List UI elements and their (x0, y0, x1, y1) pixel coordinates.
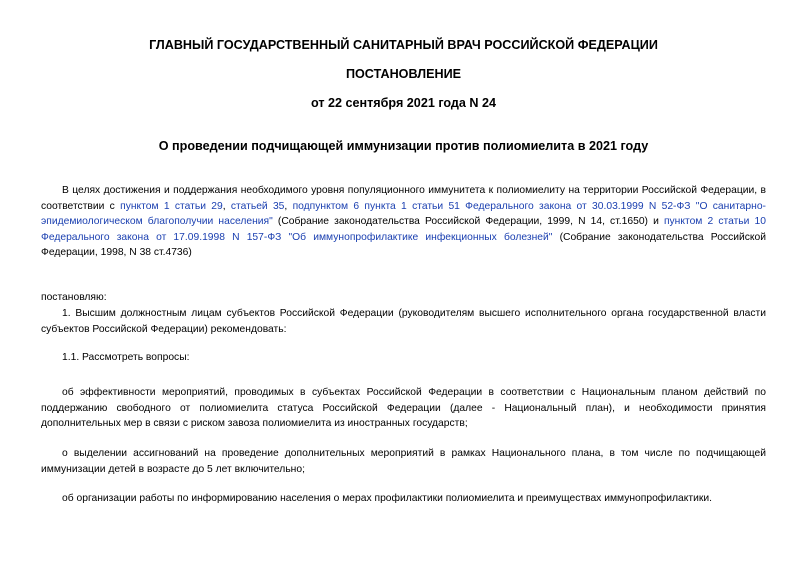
preamble-text: В целях достижения и поддержания необходимого уровня популяционного иммунитета к полиомиелиту на территории Российской Федерации, в соответствии с (41, 185, 766, 212)
preamble-text: (Собрание законодательства Российской Федерации, 1998, N 38 ст.4736) (41, 231, 766, 258)
issuing-authority: ГЛАВНЫЙ ГОСУДАРСТВЕННЫЙ САНИТАРНЫЙ ВРАЧ РОССИЙСКОЙ ФЕДЕРАЦИИ (149, 38, 658, 52)
question-funding: о выделении ассигнований на проведение дополнительных мероприятий в рамках Национального плана, в том числе по подчищающей иммунизации детей в возрасте до 5 лет включительно; (41, 448, 766, 475)
document-date-number: от 22 сентября 2021 года N 24 (310, 96, 497, 110)
item-1: 1. Высшим должностным лицам субъектов Российской Федерации (руководителям высшего исполнительного органа государственной власти субъектов Российской Федерации) рекомендовать: (41, 308, 766, 335)
item-1-1: 1.1. Рассмотреть вопросы: (62, 352, 190, 363)
question-effectiveness: об эффективности мероприятий, проводимых в субъектах Российской Федерации в соответствии с Национальным планом действий по поддержанию свободного от полиомиелита статуса Российской Федерации (далее - Национальный план), и необходимости принятия дополнительных мер в связи с риском завоза полиомиелита из иностранных государств; (41, 387, 766, 429)
document-type: ПОСТАНОВЛЕНИЕ (345, 67, 462, 81)
preamble-text: , (284, 200, 293, 212)
preamble-text: , (222, 200, 231, 212)
resolve-word: постановляю: (41, 292, 107, 303)
question-information: об организации работы по информированию населения о мерах профилактики полиомиелита и преимуществах иммунопрофилактики. (62, 493, 712, 504)
document-subject: О проведении подчищающей иммунизации против полиомиелита в 2021 году (158, 139, 649, 153)
preamble-paragraph (41, 183, 766, 261)
preamble-text: (Собрание законодательства Российской Федерации, 1999, N 14, ст.1650) и (272, 216, 664, 227)
law-link-art29[interactable]: пунктом 1 статьи 29 (120, 200, 223, 212)
law-link-52fz[interactable]: подпунктом 6 пункта 1 статьи 51 Федерального закона от 30.03.1999 N 52-ФЗ "О санитарно-эпидемиологическом благополучии населения" (41, 200, 766, 227)
law-link-157fz[interactable]: пунктом 2 статьи 10 Федерального закона от 17.09.1998 N 157-ФЗ "Об иммунопрофилактике инфекционных болезней" (41, 216, 766, 243)
law-link-art35[interactable]: статьей 35 (230, 200, 285, 212)
